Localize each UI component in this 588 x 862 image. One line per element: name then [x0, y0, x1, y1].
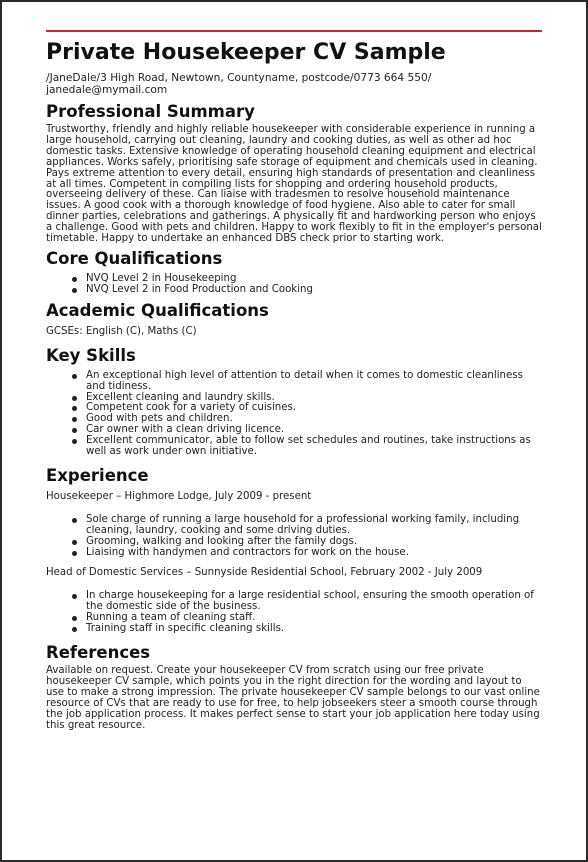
key-skills-heading: Key Skills [46, 345, 136, 365]
list-item: Grooming, walking and looking after the family dogs. [86, 537, 542, 548]
list-item: Excellent cleaning and laundry skills. [86, 393, 542, 404]
contact-details [46, 72, 542, 96]
academic-qualifications-heading: Academic Qualifications [46, 300, 269, 320]
key-skills-section [46, 346, 542, 458]
academic-qualifications-section [46, 301, 542, 338]
list-item: Training staff in specific cleaning skills. [86, 624, 542, 635]
list-item: An exceptional high level of attention to detail when it comes to domestic cleanliness and tidiness. [86, 371, 542, 393]
references-heading: References [46, 643, 151, 662]
list-item: Excellent communicator, able to follow set schedules and routines, take instructions as well as work under own initiative. [86, 436, 542, 458]
list-item: Sole charge of running a large household for a professional working family, including cleaning, laundry, cooking and some driving duties. [86, 515, 542, 537]
academic-qualifications-text: GCSEs: English (C), Maths (C) [46, 325, 197, 337]
contact-email: janedale@mymail.com [46, 84, 168, 96]
job-title: Housekeeper – Highmore Lodge, July 2009 - present [46, 490, 312, 502]
job-entry [46, 492, 542, 559]
list-item: Running a team of cleaning staff. [86, 613, 542, 624]
core-qualifications-list [46, 274, 542, 296]
list-item: Competent cook for a variety of cuisines. [86, 403, 542, 414]
core-qualifications-heading: Core Qualifications [46, 248, 223, 268]
job-duties-list [46, 591, 542, 635]
professional-summary-text: Trustworthy, friendly and highly reliable housekeeper with considerable experience in running a large household, carrying out cleaning, laundry and cooking duties, as well as other ad hoc domestic tasks. Extensive knowledge of operating household cleaning equipment and electrical appliances. Works safely, prioritising safe storage of equipment and chemicals used in cleaning. Pays extreme attention to every detail, ensuring high standards of presentation and cleanliness at all times. Competent in compiling lists for shopping and ordering household products, overseeing delivery of these. Can liaise with tradesmen to resolve household maintenance issues. A good cook with a thorough knowledge of food hygiene. Also able to cater for small dinner parties, celebrations and gatherings. A physically fit and hardworking person who enjoys a challenge. Good with pets and children. Happy to work flexibly to fit in the employer's personal timetable. Happy to undertake an enhanced DBS check prior to starting work. [46, 124, 542, 245]
list-item: Liaising with handymen and contractors for work on the house. [86, 548, 542, 559]
header-accent-rule [46, 30, 542, 32]
job-entry [46, 568, 542, 635]
key-skills-list [46, 371, 542, 458]
page-title: Private Housekeeper CV Sample [46, 40, 446, 65]
list-item: NVQ Level 2 in Food Production and Cooking [86, 285, 542, 296]
job-duties-list [46, 515, 542, 559]
list-item: Good with pets and children. [86, 414, 542, 425]
list-item: Car owner with a clean driving licence. [86, 425, 542, 436]
professional-summary-section [46, 102, 542, 245]
list-item: In charge housekeeping for a large residential school, ensuring the smooth operation of the domestic side of the business. [86, 591, 542, 613]
experience-section [46, 466, 542, 635]
professional-summary-heading: Professional Summary [46, 102, 255, 121]
references-text: Available on request. Create your housekeeper CV from scratch using our free private housekeeper CV sample, which points you in the right direction for the wording and layout to use to make a strong impression. The private housekeeper CV sample belongs to our vast online resource of CVs that are ready to use for free, to help jobseekers steer a smooth course through the job application process. It makes perfect sense to start your job application here today using this great resource. [46, 665, 540, 731]
experience-heading: Experience [46, 465, 149, 485]
contact-address-line: /JaneDale/3 High Road, Newtown, Countyname, postcode/0773 664 550/ [46, 72, 432, 84]
references-section [46, 643, 542, 731]
job-title: Head of Domestic Services – Sunnyside Residential School, February 2002 - July 2009 [46, 567, 483, 579]
list-item: NVQ Level 2 in Housekeeping [86, 274, 542, 285]
core-qualifications-section [46, 249, 542, 296]
